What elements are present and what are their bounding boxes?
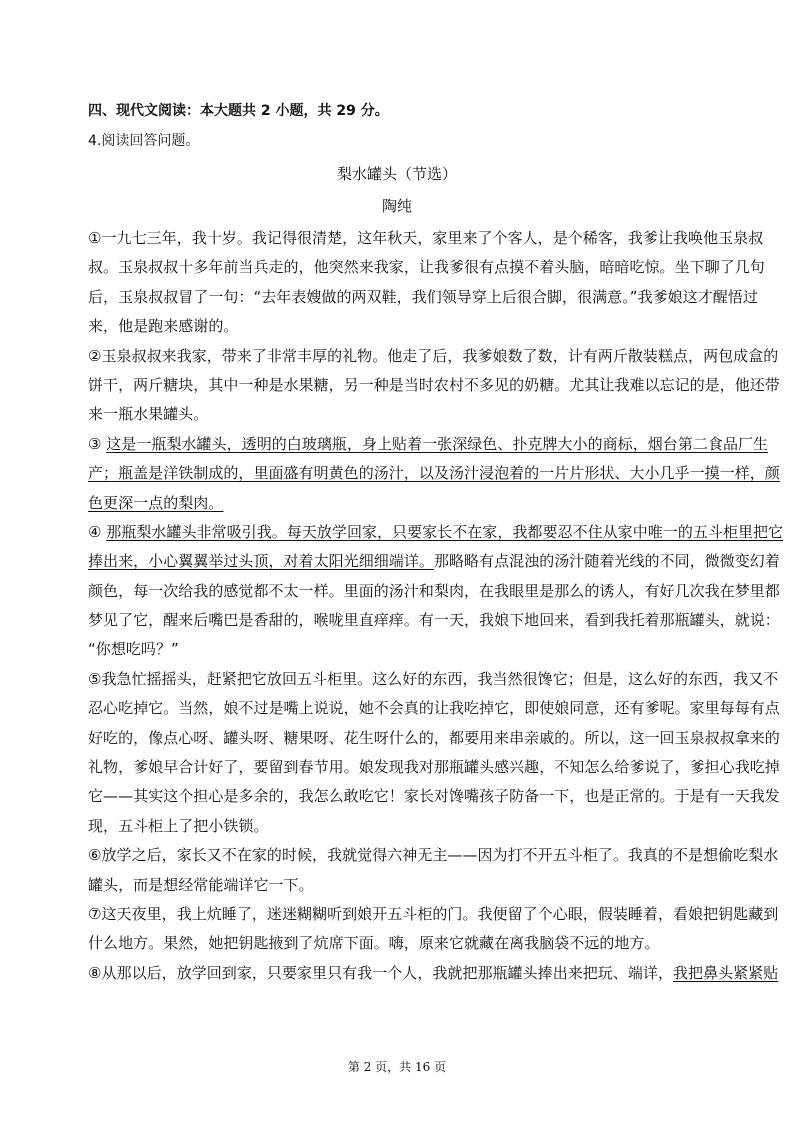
paragraph-7-line: ⑦这天夜里，我上炕睡了，迷迷糊糊听到娘开五斗柜的门。我便留了个心眼，假装睡着，看娘把钥匙藏到 bbox=[88, 904, 779, 923]
paragraph-4-line bbox=[88, 547, 780, 576]
paragraph-6-line: ⑥放学之后，家长又不在家的时候，我就觉得六神无主——因为打不开五斗柜了。我真的不是想偷吃梨水 bbox=[88, 846, 779, 865]
paragraph-2-line: 来一瓶水果罐头。 bbox=[88, 405, 209, 424]
section-heading: 四、现代文阅读：本大题共 2 小题，共 29 分。 bbox=[88, 103, 389, 119]
paragraph-text: 那略略有点混浊的汤汁随着光线的不同，微微变幻着 bbox=[433, 552, 780, 571]
paragraph-1-line: 来，他是跑来感谢的。 bbox=[88, 317, 239, 336]
paragraph-6-line: 罐头，而是想经常能端详它一下。 bbox=[88, 875, 314, 894]
underlined-passage: 捧出来，小心翼翼举过头顶，对着太阳光细细端详。 bbox=[88, 552, 434, 571]
article-title: 梨水罐头（节选） bbox=[336, 165, 457, 183]
paragraph-5-line: 它——其实这个担心是多余的，我怎么敢吃它！家长对馋嘴孩子防备一下，也是正常的。于是有一天我发 bbox=[88, 787, 780, 806]
paragraph-3-line bbox=[88, 430, 769, 459]
paragraph-4-line bbox=[88, 518, 784, 547]
paragraph-5-line: 礼物，爹娘早合计好了，要留到春节用。娘发现我对那瓶罐头感兴趣，不知怎么给爹说了，爹担心我吃掉 bbox=[88, 758, 780, 777]
paragraph-1-line: 后，玉泉叔叔冒了一句：“去年表嫂做的两双鞋，我们领导穿上后很合脚，很满意。”我爹娘这才醒悟过 bbox=[88, 287, 758, 306]
paragraph-1-line: ①一九七三年，我十岁。我记得很清楚，这年秋天，家里来了个客人，是个稀客，我爹让我唤他玉泉叔 bbox=[88, 229, 764, 247]
underlined-passage: 那瓶梨水罐头非常吸引我。每天放学回家，只要家长不在家，我都要忍不住从家中唯一的五斗柜里把它 bbox=[106, 522, 784, 541]
underlined-passage: 色更深一点的梨肉。 bbox=[88, 493, 224, 512]
paragraph-text: ⑧从那以后，放学回到家，只要家里只有我一个人，我就把那瓶罐头捧出来把玩、端详， bbox=[88, 963, 674, 982]
paragraph-5-line: 好吃的，像点心呀、罐头呀、糖果呀、花生呀什么的，都要用来串亲戚的。所以，这一回玉泉叔叔拿来的 bbox=[88, 728, 780, 747]
paragraph-4-line: “你想吃吗？” bbox=[88, 640, 179, 659]
paragraph-5-line: 忍心吃掉它。当然，娘不过是嘴上说说，她不会真的让我吃掉它，即使娘同意，还有爹呢。家里每每有点 bbox=[88, 699, 780, 718]
underlined-passage: 产；瓶盖是洋铁制成的，里面盛有明黄色的汤汁，以及汤汁浸泡着的一片片形状、大小几乎一摸一样，颜 bbox=[88, 464, 780, 483]
underlined-passage: 这是一瓶梨水罐头，透明的白玻璃瓶，身上贴着一张深绿色、扑克牌大小的商标，烟台第二食品厂生 bbox=[106, 434, 769, 453]
paragraph-3-line bbox=[88, 489, 720, 518]
paragraph-number: ④ bbox=[88, 522, 107, 541]
paragraph-1-line: 叔。玉泉叔叔十多年前当兵走的，他突然来我家，让我爹很有点摸不着头脑，暗暗吃惊。坐下聊了几句 bbox=[88, 258, 765, 277]
paragraph-3-line bbox=[88, 459, 780, 488]
paragraph-5-line: ⑤我急忙摇摇头，赶紧把它放回五斗柜里。这么好的东西，我当然很馋它；但是，这么好的东西，我又不 bbox=[88, 669, 779, 688]
paragraph-8-line bbox=[88, 959, 779, 988]
paragraph-5-line: 现，五斗柜上了把小铁锁。 bbox=[88, 816, 269, 835]
paragraph-4-line: 颜色，每一次给我的感觉都不太一样。里面的汤汁和梨肉，在我眼里是那么的诱人，有好几次我在梦里都 bbox=[88, 581, 780, 600]
article-body bbox=[88, 224, 784, 988]
question-prompt: 4.阅读回答问题。 bbox=[88, 133, 200, 149]
paragraph-4-line: 梦见了它，醒来后嘴巴是香甜的，喉咙里直痒痒。有一天，我娘下地回来，看到我托着那瓶罐头，就说： bbox=[88, 611, 780, 630]
paragraph-2-line: ②玉泉叔叔来我家，带来了非常丰厚的礼物。他走了后，我爹娘数了数，计有两斤散装糕点，两包成盒的 bbox=[88, 346, 779, 365]
paragraph-7-line: 什么地方。果然，她把钥匙掖到了炕席下面。嗨，原来它就藏在离我脑袋不远的地方。 bbox=[88, 934, 660, 953]
paragraph-2-line: 饼干，两斤糖块，其中一种是水果糖，另一种是当时农村不多见的奶糖。尤其让我难以忘记的是，他还带 bbox=[88, 375, 780, 394]
page-number: 第 2 页，共 16 页 bbox=[347, 1060, 447, 1074]
underlined-passage: 我把鼻头紧紧贴 bbox=[673, 963, 779, 982]
article-author: 陶纯 bbox=[381, 197, 412, 215]
paragraph-number: ③ bbox=[88, 434, 107, 453]
